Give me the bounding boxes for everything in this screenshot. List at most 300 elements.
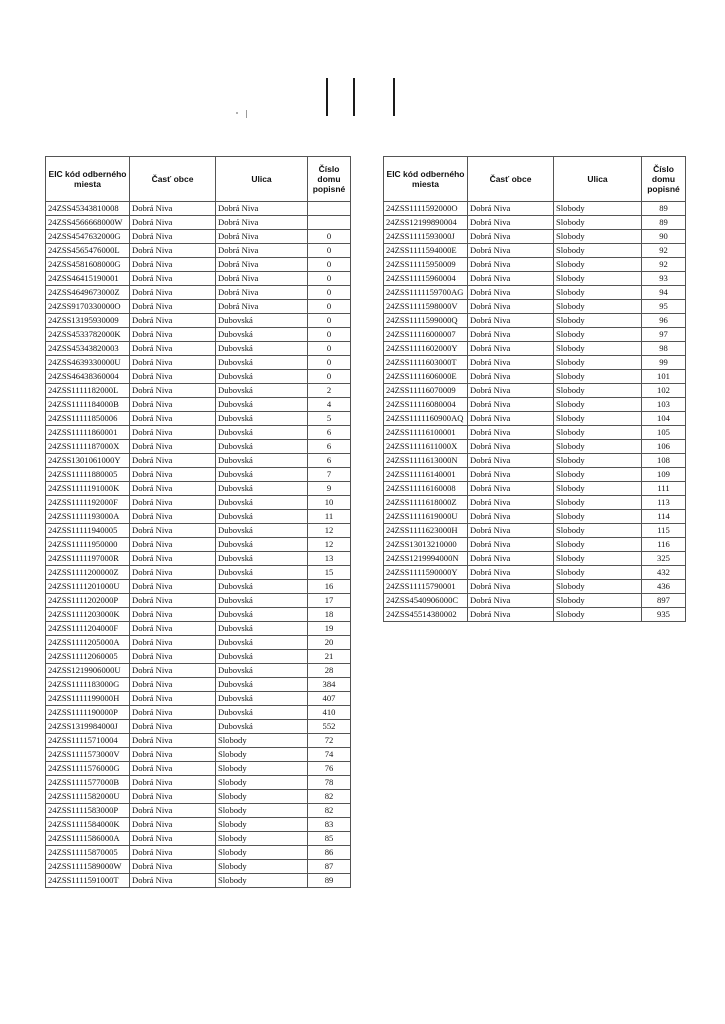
table-row: [384, 272, 686, 286]
cell-street: Dubovská: [216, 412, 308, 426]
cell-street: Slobody: [216, 734, 308, 748]
cell-eic: 24ZSS13013210000: [384, 538, 468, 552]
cell-part: Dobrá Niva: [130, 370, 216, 384]
cell-street: Slobody: [216, 776, 308, 790]
cell-part: Dobrá Niva: [130, 272, 216, 286]
table-row: [46, 202, 351, 216]
cell-house: 19: [308, 622, 351, 636]
cell-part: Dobrá Niva: [468, 286, 554, 300]
cell-eic: 24ZSS1111582000U: [46, 790, 130, 804]
table-row: [384, 286, 686, 300]
table-row: [46, 566, 351, 580]
table-row: [384, 258, 686, 272]
cell-house: 0: [308, 342, 351, 356]
cell-part: Dobrá Niva: [468, 244, 554, 258]
cell-street: Dobrá Niva: [216, 202, 308, 216]
cell-house: 0: [308, 328, 351, 342]
cell-eic: 24ZSS11116070009: [384, 384, 468, 398]
cell-part: Dobrá Niva: [468, 468, 554, 482]
cell-part: Dobrá Niva: [468, 370, 554, 384]
cell-eic: 24ZSS1111187000X: [46, 440, 130, 454]
cell-house: 7: [308, 468, 351, 482]
table-row: [384, 342, 686, 356]
cell-eic: 24ZSS11115960004: [384, 272, 468, 286]
table-row: [384, 356, 686, 370]
table-row: [46, 440, 351, 454]
cell-eic: 24ZSS12199890004: [384, 216, 468, 230]
table-row: [46, 286, 351, 300]
cell-house: 432: [642, 566, 686, 580]
cell-part: Dobrá Niva: [468, 384, 554, 398]
table-row: [46, 272, 351, 286]
cell-house: 111: [642, 482, 686, 496]
cell-part: Dobrá Niva: [130, 594, 216, 608]
table-row: [46, 594, 351, 608]
cell-part: Dobrá Niva: [468, 454, 554, 468]
cell-eic: 24ZSS11111950000: [46, 538, 130, 552]
cell-street: Slobody: [554, 482, 642, 496]
table-row: [384, 524, 686, 538]
cell-street: Dubovská: [216, 552, 308, 566]
cell-part: Dobrá Niva: [130, 202, 216, 216]
cell-street: Dobrá Niva: [216, 272, 308, 286]
cell-house: 11: [308, 510, 351, 524]
cell-part: Dobrá Niva: [130, 846, 216, 860]
cell-part: Dobrá Niva: [468, 272, 554, 286]
cell-house: 115: [642, 524, 686, 538]
table-row: [384, 566, 686, 580]
header-eic: EIC kód odberného miesta: [46, 157, 130, 202]
table-row: [46, 454, 351, 468]
cell-eic: 24ZSS45343810008: [46, 202, 130, 216]
cell-eic: 24ZSS1111201000U: [46, 580, 130, 594]
cell-house: 82: [308, 804, 351, 818]
cell-eic: 24ZSS11116080004: [384, 398, 468, 412]
cell-eic: 24ZSS1111593000J: [384, 230, 468, 244]
cell-street: Slobody: [554, 244, 642, 258]
cell-street: Slobody: [554, 510, 642, 524]
cell-house: 10: [308, 496, 351, 510]
cell-eic: 24ZSS11116100001: [384, 426, 468, 440]
cell-part: Dobrá Niva: [468, 328, 554, 342]
table-row: [46, 538, 351, 552]
table-row: [384, 552, 686, 566]
table-row: [46, 496, 351, 510]
cell-street: Slobody: [554, 370, 642, 384]
cell-eic: 24ZSS11115950009: [384, 258, 468, 272]
table-row: [384, 398, 686, 412]
table-header-row: [384, 157, 686, 202]
cell-house: 2: [308, 384, 351, 398]
cell-house: 74: [308, 748, 351, 762]
table-header-row: [46, 157, 351, 202]
table-row: [46, 860, 351, 874]
cell-part: Dobrá Niva: [130, 524, 216, 538]
cell-part: Dobrá Niva: [468, 230, 554, 244]
cell-part: Dobrá Niva: [130, 216, 216, 230]
table-row: [46, 762, 351, 776]
cell-street: Dubovská: [216, 440, 308, 454]
table-row: [46, 846, 351, 860]
cell-street: Slobody: [554, 524, 642, 538]
cell-eic: 24ZSS1111202000P: [46, 594, 130, 608]
header-street: Ulica: [216, 157, 308, 202]
cell-eic: 24ZSS1111190000P: [46, 706, 130, 720]
table-row: [46, 580, 351, 594]
cell-street: Dubovská: [216, 664, 308, 678]
cell-eic: 24ZSS45343820003: [46, 342, 130, 356]
cell-part: Dobrá Niva: [130, 300, 216, 314]
cell-eic: 24ZSS4566668000W: [46, 216, 130, 230]
scan-mark-faint: [246, 110, 247, 118]
cell-street: Slobody: [554, 580, 642, 594]
table-row: [46, 328, 351, 342]
table-row: [46, 398, 351, 412]
cell-part: Dobrá Niva: [130, 804, 216, 818]
table-row: [384, 482, 686, 496]
cell-part: Dobrá Niva: [130, 818, 216, 832]
cell-part: Dobrá Niva: [130, 356, 216, 370]
cell-part: Dobrá Niva: [130, 706, 216, 720]
table-row: [46, 510, 351, 524]
cell-part: Dobrá Niva: [130, 328, 216, 342]
cell-eic: 24ZSS1111623000H: [384, 524, 468, 538]
cell-house: 92: [642, 244, 686, 258]
cell-house: 0: [308, 370, 351, 384]
cell-house: 9: [308, 482, 351, 496]
cell-part: Dobrá Niva: [130, 314, 216, 328]
cell-eic: 24ZSS1111577000B: [46, 776, 130, 790]
cell-street: Dubovská: [216, 608, 308, 622]
cell-eic: 24ZSS1111204000F: [46, 622, 130, 636]
table-row: [46, 650, 351, 664]
cell-part: Dobrá Niva: [468, 496, 554, 510]
table-row: [46, 636, 351, 650]
table-row: [384, 468, 686, 482]
table-row: [384, 216, 686, 230]
cell-eic: 24ZSS1219994000N: [384, 552, 468, 566]
cell-house: 108: [642, 454, 686, 468]
cell-part: Dobrá Niva: [130, 244, 216, 258]
cell-house: 76: [308, 762, 351, 776]
cell-eic: 24ZSS4533782000K: [46, 328, 130, 342]
table-row: [384, 300, 686, 314]
cell-house: 93: [642, 272, 686, 286]
cell-part: Dobrá Niva: [130, 538, 216, 552]
cell-part: Dobrá Niva: [130, 622, 216, 636]
cell-eic: 24ZSS45514380002: [384, 608, 468, 622]
cell-part: Dobrá Niva: [130, 762, 216, 776]
cell-part: Dobrá Niva: [130, 608, 216, 622]
cell-street: Slobody: [554, 202, 642, 216]
cell-street: Slobody: [554, 342, 642, 356]
cell-street: Dubovská: [216, 510, 308, 524]
table-row: [46, 720, 351, 734]
cell-part: Dobrá Niva: [130, 636, 216, 650]
cell-part: Dobrá Niva: [468, 216, 554, 230]
cell-street: Slobody: [554, 566, 642, 580]
cell-street: Slobody: [216, 762, 308, 776]
cell-part: Dobrá Niva: [468, 356, 554, 370]
table-row: [46, 342, 351, 356]
table-row: [46, 356, 351, 370]
cell-house: 935: [642, 608, 686, 622]
table-row: [46, 524, 351, 538]
cell-house: 113: [642, 496, 686, 510]
cell-house: 104: [642, 412, 686, 426]
cell-part: Dobrá Niva: [130, 342, 216, 356]
cell-street: Dubovská: [216, 650, 308, 664]
cell-street: Dubovská: [216, 594, 308, 608]
cell-part: Dobrá Niva: [130, 664, 216, 678]
cell-street: Dubovská: [216, 706, 308, 720]
cell-part: Dobrá Niva: [130, 468, 216, 482]
cell-street: Dobrá Niva: [216, 216, 308, 230]
cell-part: Dobrá Niva: [468, 608, 554, 622]
cell-eic: 24ZSS11115870005: [46, 846, 130, 860]
cell-house: 94: [642, 286, 686, 300]
cell-house: [308, 202, 351, 216]
cell-street: Slobody: [554, 286, 642, 300]
cell-house: 83: [308, 818, 351, 832]
cell-street: Slobody: [554, 468, 642, 482]
table-row: [46, 664, 351, 678]
cell-house: 0: [308, 272, 351, 286]
table-row: [46, 804, 351, 818]
cell-eic: 24ZSS1219906000U: [46, 664, 130, 678]
cell-street: Slobody: [216, 832, 308, 846]
cell-house: 92: [642, 258, 686, 272]
table-row: [384, 426, 686, 440]
cell-house: 96: [642, 314, 686, 328]
header-eic: EIC kód odberného miesta: [384, 157, 468, 202]
cell-part: Dobrá Niva: [468, 510, 554, 524]
table-row: [46, 692, 351, 706]
cell-house: 13: [308, 552, 351, 566]
cell-part: Dobrá Niva: [468, 398, 554, 412]
cell-part: Dobrá Niva: [468, 482, 554, 496]
cell-house: 106: [642, 440, 686, 454]
cell-house: 89: [642, 202, 686, 216]
table-row: [384, 230, 686, 244]
cell-street: Slobody: [554, 454, 642, 468]
cell-street: Dobrá Niva: [216, 258, 308, 272]
cell-house: 410: [308, 706, 351, 720]
cell-eic: 24ZSS1111619000U: [384, 510, 468, 524]
cell-part: Dobrá Niva: [468, 300, 554, 314]
cell-eic: 24ZSS9170330000O: [46, 300, 130, 314]
cell-street: Dubovská: [216, 482, 308, 496]
cell-house: 101: [642, 370, 686, 384]
cell-house: 897: [642, 594, 686, 608]
cell-part: Dobrá Niva: [468, 566, 554, 580]
table-row: [46, 426, 351, 440]
table-row: [46, 244, 351, 258]
cell-part: Dobrá Niva: [130, 440, 216, 454]
cell-eic: 24ZSS11111940005: [46, 524, 130, 538]
table-row: [46, 608, 351, 622]
cell-part: Dobrá Niva: [130, 748, 216, 762]
cell-eic: 24ZSS1111160900AQ: [384, 412, 468, 426]
cell-part: Dobrá Niva: [130, 678, 216, 692]
cell-part: Dobrá Niva: [468, 538, 554, 552]
table-row: [384, 440, 686, 454]
cell-house: 12: [308, 538, 351, 552]
cell-house: 99: [642, 356, 686, 370]
cell-street: Dubovská: [216, 566, 308, 580]
cell-part: Dobrá Niva: [468, 440, 554, 454]
cell-house: 20: [308, 636, 351, 650]
cell-street: Slobody: [216, 860, 308, 874]
cell-part: Dobrá Niva: [468, 580, 554, 594]
cell-street: Slobody: [554, 552, 642, 566]
cell-street: Dubovská: [216, 384, 308, 398]
cell-part: Dobrá Niva: [130, 454, 216, 468]
cell-eic: 24ZSS1111583000P: [46, 804, 130, 818]
cell-house: 16: [308, 580, 351, 594]
cell-house: 82: [308, 790, 351, 804]
cell-eic: 24ZSS1111589000W: [46, 860, 130, 874]
table-row: [384, 594, 686, 608]
cell-house: 17: [308, 594, 351, 608]
right-eic-table: [383, 156, 686, 622]
cell-house: 87: [308, 860, 351, 874]
cell-eic: 24ZSS1111586000A: [46, 832, 130, 846]
cell-street: Dubovská: [216, 678, 308, 692]
cell-street: Slobody: [216, 846, 308, 860]
cell-eic: 24ZSS11115790001: [384, 580, 468, 594]
cell-part: Dobrá Niva: [130, 398, 216, 412]
cell-eic: 24ZSS11111850006: [46, 412, 130, 426]
cell-eic: 24ZSS1111183000G: [46, 678, 130, 692]
table-row: [46, 622, 351, 636]
cell-eic: 24ZSS1111594000E: [384, 244, 468, 258]
cell-street: Dobrá Niva: [216, 244, 308, 258]
cell-street: Dubovská: [216, 356, 308, 370]
table-row: [46, 790, 351, 804]
cell-part: Dobrá Niva: [468, 412, 554, 426]
table-row: [384, 244, 686, 258]
cell-house: 552: [308, 720, 351, 734]
cell-house: 28: [308, 664, 351, 678]
header-part: Časť obce: [130, 157, 216, 202]
cell-part: Dobrá Niva: [468, 258, 554, 272]
cell-house: 0: [308, 230, 351, 244]
cell-street: Dubovská: [216, 636, 308, 650]
cell-eic: 24ZSS4540906000C: [384, 594, 468, 608]
cell-house: 116: [642, 538, 686, 552]
cell-eic: 24ZSS13195930009: [46, 314, 130, 328]
cell-street: Dubovská: [216, 692, 308, 706]
table-row: [384, 384, 686, 398]
cell-eic: 24ZSS11112060005: [46, 650, 130, 664]
table-row: [46, 482, 351, 496]
cell-house: 85: [308, 832, 351, 846]
cell-part: Dobrá Niva: [130, 384, 216, 398]
cell-street: Slobody: [216, 804, 308, 818]
scan-mark-3: [393, 78, 395, 116]
table-row: [384, 454, 686, 468]
cell-eic: 24ZSS1111611000X: [384, 440, 468, 454]
cell-street: Slobody: [554, 356, 642, 370]
cell-part: Dobrá Niva: [468, 314, 554, 328]
cell-house: 4: [308, 398, 351, 412]
cell-street: Dubovská: [216, 496, 308, 510]
cell-eic: 24ZSS46415190001: [46, 272, 130, 286]
cell-street: Slobody: [554, 258, 642, 272]
header-street: Ulica: [554, 157, 642, 202]
cell-house: 90: [642, 230, 686, 244]
cell-eic: 24ZSS1111592000O: [384, 202, 468, 216]
cell-house: 0: [308, 300, 351, 314]
cell-eic: 24ZSS1301061000Y: [46, 454, 130, 468]
cell-house: 15: [308, 566, 351, 580]
cell-house: [308, 216, 351, 230]
cell-house: 384: [308, 678, 351, 692]
cell-eic: 24ZSS1111590000Y: [384, 566, 468, 580]
cell-house: 6: [308, 454, 351, 468]
table-row: [46, 468, 351, 482]
cell-street: Slobody: [554, 328, 642, 342]
cell-eic: 24ZSS1111182000L: [46, 384, 130, 398]
scan-mark-1: [326, 78, 328, 116]
cell-street: Slobody: [554, 384, 642, 398]
cell-eic: 24ZSS1111193000A: [46, 510, 130, 524]
cell-eic: 24ZSS1111591000T: [46, 874, 130, 888]
cell-street: Dubovská: [216, 398, 308, 412]
table-row: [46, 748, 351, 762]
cell-street: Dubovská: [216, 538, 308, 552]
cell-eic: 24ZSS1111159700AG: [384, 286, 468, 300]
cell-part: Dobrá Niva: [130, 832, 216, 846]
cell-street: Slobody: [554, 314, 642, 328]
cell-street: Dubovská: [216, 370, 308, 384]
cell-eic: 24ZSS1111603000T: [384, 356, 468, 370]
cell-part: Dobrá Niva: [130, 790, 216, 804]
cell-part: Dobrá Niva: [468, 342, 554, 356]
scan-mark-2: [353, 78, 355, 116]
cell-house: 72: [308, 734, 351, 748]
cell-house: 0: [308, 286, 351, 300]
header-part: Časť obce: [468, 157, 554, 202]
cell-eic: 24ZSS1111584000K: [46, 818, 130, 832]
cell-eic: 24ZSS1111573000V: [46, 748, 130, 762]
cell-eic: 24ZSS11115710004: [46, 734, 130, 748]
cell-street: Dubovská: [216, 342, 308, 356]
cell-house: 102: [642, 384, 686, 398]
cell-eic: 24ZSS1319984000J: [46, 720, 130, 734]
cell-house: 21: [308, 650, 351, 664]
table-row: [46, 874, 351, 888]
cell-street: Slobody: [216, 818, 308, 832]
cell-street: Slobody: [554, 398, 642, 412]
cell-house: 0: [308, 244, 351, 258]
cell-eic: 24ZSS1111205000A: [46, 636, 130, 650]
cell-part: Dobrá Niva: [130, 720, 216, 734]
left-eic-table: [45, 156, 351, 888]
cell-house: 6: [308, 426, 351, 440]
table-row: [46, 734, 351, 748]
table-row: [46, 818, 351, 832]
table-row: [46, 370, 351, 384]
cell-street: Slobody: [554, 538, 642, 552]
cell-eic: 24ZSS1111613000N: [384, 454, 468, 468]
cell-house: 114: [642, 510, 686, 524]
cell-street: Slobody: [554, 426, 642, 440]
table-row: [46, 314, 351, 328]
cell-street: Dubovská: [216, 622, 308, 636]
cell-street: Dubovská: [216, 720, 308, 734]
